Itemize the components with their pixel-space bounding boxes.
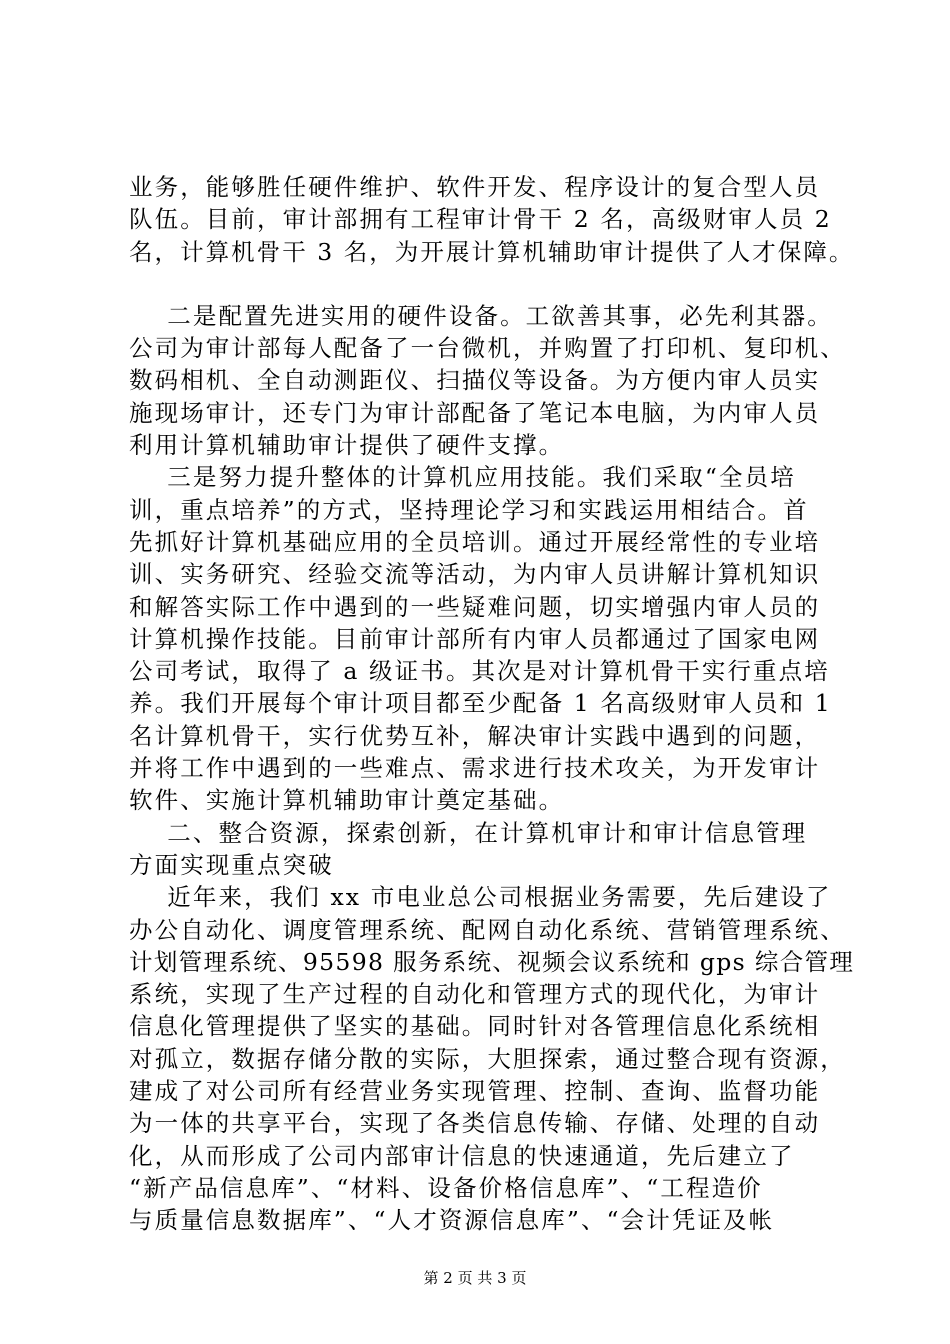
text-line: 系统，实现了生产过程的自动化和管理方式的现代化，为审计	[129, 980, 821, 1009]
text-line: 养。我们开展每个审计项目都至少配备 1 名高级财审人员和 1	[129, 689, 832, 718]
text-line: 信息化管理提供了坚实的基础。同时针对各管理信息化系统相	[129, 1012, 821, 1041]
text-line: 训，重点培养”的方式，坚持理论学习和实践运用相结合。首	[129, 495, 809, 524]
text-line: 软件、实施计算机辅助审计奠定基础。	[129, 786, 565, 815]
text-line: 与质量信息数据库”、“人才资源信息库”、“会计凭证及帐	[129, 1206, 775, 1235]
text-line: 建成了对公司所有经营业务实现管理、控制、查询、监督功能	[129, 1077, 821, 1106]
text-line: 名，计算机骨干 3 名，为开展计算机辅助审计提供了人才保障。	[129, 237, 855, 266]
text-line: 办公自动化、调度管理系统、配网自动化系统、营销管理系统、	[129, 915, 846, 944]
text-line: 训、实务研究、经验交流等活动，为内审人员讲解计算机知识	[129, 560, 821, 589]
text-line: 对孤立，数据存储分散的实际，大胆探索，通过整合现有资源，	[129, 1044, 846, 1073]
document-body	[129, 171, 855, 1237]
text-line: 计算机操作技能。目前审计部所有内审人员都通过了国家电网	[129, 624, 821, 653]
text-line: 二是配置先进实用的硬件设备。工欲善其事，必先利其器。	[129, 301, 833, 330]
page-footer	[0, 1268, 950, 1288]
text-line: 数码相机、全自动测距仪、扫描仪等设备。为方便内审人员实	[129, 366, 821, 395]
text-line: 方面实现重点突破	[129, 850, 334, 879]
page-number-label: 第 2 页 共 3 页	[423, 1269, 527, 1287]
text-line: 先抓好计算机基础应用的全员培训。通过开展经常性的专业培	[129, 527, 821, 556]
text-line: 化，从而形成了公司内部审计信息的快速通道，先后建立了	[129, 1141, 795, 1170]
text-line: 计划管理系统、95598 服务系统、视频会议系统和 gps 综合管理	[129, 947, 855, 976]
text-line: 为一体的共享平台，实现了各类信息传输、存储、处理的自动	[129, 1109, 821, 1138]
text-line: 公司为审计部每人配备了一台微机，并购置了打印机、复印机、	[129, 334, 846, 363]
text-line: “新产品信息库”、“材料、设备价格信息库”、“工程造价	[129, 1173, 763, 1202]
text-line: 业务，能够胜任硬件维护、软件开发、程序设计的复合型人员	[129, 173, 821, 201]
text-line: 施现场审计，还专门为审计部配备了笔记本电脑，为内审人员	[129, 398, 821, 427]
text-line: 近年来，我们 xx 市电业总公司根据业务需要，先后建设了	[129, 883, 832, 912]
text-line: 公司考试，取得了 a 级证书。其次是对计算机骨干实行重点培	[129, 657, 830, 686]
paragraph-block-2	[129, 300, 855, 1237]
text-line: 二、整合资源，探索创新，在计算机审计和审计信息管理	[129, 818, 808, 847]
text-line: 队伍。目前，审计部拥有工程审计骨干 2 名，高级财审人员 2	[129, 205, 832, 234]
text-line: 名计算机骨干，实行优势互补，解决审计实践中遇到的问题，	[129, 721, 821, 750]
text-line: 三是努力提升整体的计算机应用技能。我们采取“全员培	[129, 463, 796, 492]
text-line: 利用计算机辅助审计提供了硬件支撑。	[129, 431, 565, 460]
text-line: 和解答实际工作中遇到的一些疑难问题，切实增强内审人员的	[129, 592, 821, 621]
paragraph-gap	[129, 268, 849, 300]
paragraph-block-1	[129, 171, 855, 268]
text-line: 并将工作中遇到的一些难点、需求进行技术攻关，为开发审计	[129, 754, 821, 783]
